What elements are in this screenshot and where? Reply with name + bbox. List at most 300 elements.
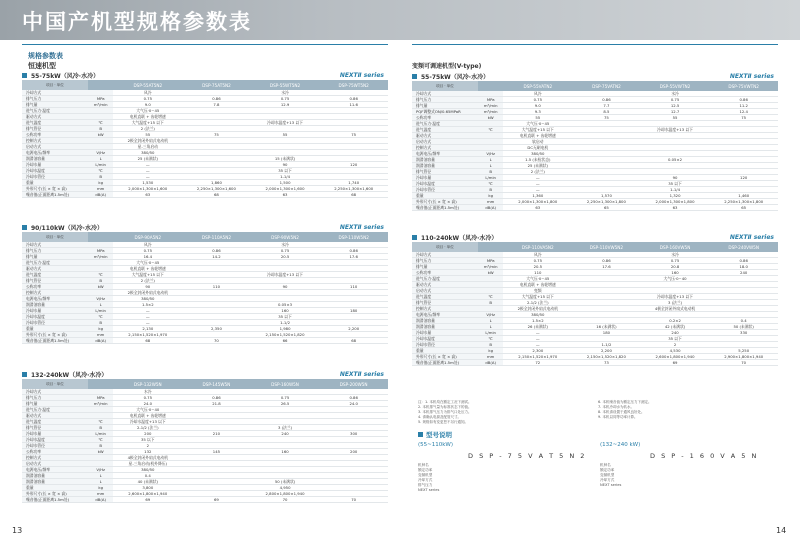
cell-value: 大气压·0~40 [641,276,710,282]
row-label: 冷却水量 [22,431,88,437]
legend-item: 变频机型 [418,473,433,477]
cell-value: — [113,320,182,326]
row-unit: B [88,320,114,326]
cell-value: 0.86 [709,97,778,103]
notes [418,400,778,425]
block-title: 110-240kW（风冷·水冷） [421,234,498,242]
cell-value: 2,000×1,300×1,800 [503,199,572,205]
row-label: 进气压力·温度 [22,260,88,266]
cell-value: 75 [319,132,388,138]
bullet-icon [22,225,27,230]
cell-value: 4极全封闭外扇式电动机 [113,455,182,461]
row-label: 润滑油容量 [412,163,478,169]
cell-value: 16 (未满状) [572,324,641,330]
row-unit: dB(A) [88,497,114,503]
page-number-left: 13 [12,526,23,535]
row-unit: kW [88,132,114,138]
legend-item: 排气压力 [418,483,433,487]
cell-value: 0.05×2 [641,157,710,163]
row-label: 排气管径 [22,425,88,431]
row-label: 冷却水温度 [412,181,478,187]
cell-value: 2,130 [113,326,182,332]
row-unit: L [88,302,114,308]
header-model: DSP-240VW5N [709,242,778,252]
bullet-icon [22,73,27,78]
cell-value: 0.75 [503,258,572,264]
note-line: 5. 规格如有变更恕不另行通知。 [418,420,468,424]
row-label: 排气量 [22,401,88,407]
cell-value: 1,500 [251,180,320,186]
cell-value: 0.86 [182,96,251,102]
cell-value: 软启动 [503,139,572,145]
cell-value: 变频 [503,288,572,294]
notes-col-2 [598,400,778,425]
row-label: 润滑油容量 [22,479,88,485]
cell-value: 2,350 [182,326,251,332]
row-label: 控制方式 [22,455,88,461]
row-unit: dB(A) [478,205,504,211]
row-label: 冷却水量 [22,162,88,168]
cell-value: 15 (未满状) [251,156,320,162]
cell-value: 12.7 [641,109,710,115]
table-row [412,205,778,211]
cell-value: 21.8 [182,401,251,407]
cell-value: 冷却水温度+13 以下 [641,127,710,133]
cell-value: 0.86 [709,258,778,264]
cell-value: 9.3 [503,109,572,115]
row-unit: B [88,126,114,132]
cell-value: 电机直联 + 齿轮增速 [113,413,182,419]
row-label: 排气压力 [22,395,88,401]
block-title: 55-75kW（风冷·水冷） [31,72,100,80]
row-unit: m³/min [88,401,114,407]
cell-value: 69 [641,360,710,366]
row-label: 重量 [412,348,478,354]
cell-value: 星-三角启动(机外降压) [113,461,182,467]
cell-value: 2 [113,443,182,449]
row-label: 冷却方式 [22,242,88,248]
cell-value: 大气压·0~45 [503,121,572,127]
row-label: 冷却水温度 [22,168,88,174]
model-code-right: D S P - 1 6 0 V A 5 N [650,452,759,460]
spec-table [22,232,388,344]
cell-value: 70 [182,338,251,344]
cell-value: 2 (法兰) [503,169,572,175]
header-model [478,81,504,91]
row-label: 排气量 [412,103,478,109]
cell-value: 0.4 [113,473,182,479]
cell-value: 160 [251,308,320,314]
cell-value: 63 [641,205,710,211]
header-model: DSP-132W5N [113,379,182,389]
cell-value: 0.2×2 [641,318,710,324]
cell-value: 2极全封闭外扇式电动机 [113,138,182,144]
cell-value: 0.4 [709,318,778,324]
note-line: 注：1. 本机均在额定工况下测试。 [418,400,472,404]
cell-value: 2,600×1,800×1,940 [113,491,182,497]
row-label: 驱动方式 [22,266,88,272]
cell-value: 0.86 [319,248,388,254]
cell-value: 40 (未满状) [113,479,182,485]
header-model: DSP-55VWTN2 [641,81,710,91]
cell-value: 7.8 [182,102,251,108]
cell-value: 大气温度+15 以下 [113,272,182,278]
row-label: 启动方式 [412,288,478,294]
cell-value: 42 (未满状) [641,324,710,330]
row-label: 电源电压/频率 [22,467,88,473]
row-unit: ℃ [88,168,114,174]
cell-value: 180 [572,330,641,336]
cell-value: 63 [113,192,182,198]
row-label: 排气管径 [412,300,478,306]
cell-value: 2 [641,342,710,348]
row-unit: B [88,278,114,284]
cell-value: — [503,336,572,342]
next-series-logo: NEXTⅡ series [339,71,384,79]
cell-value: 0.75 [251,395,320,401]
row-unit: V/Hz [478,312,504,318]
row-label: 排气管径 [22,278,88,284]
block-header [22,369,388,379]
row-label: 重量 [22,180,88,186]
row-label: 排气量 [412,264,478,270]
row-unit: ℃ [88,120,114,126]
cell-value: 2,200 [319,326,388,332]
row-label: 外形尺寸(长 × 宽 × 高) [412,199,478,205]
cell-value: 1-1/4 [641,187,710,193]
row-unit: ℃ [478,127,504,133]
block-title: 55-75kW（风冷·水冷） [421,73,490,81]
cell-value: 68 [182,192,251,198]
row-unit: mm [88,186,114,192]
header-model: DSP-75WT5N2 [319,80,388,90]
row-unit: mm [478,199,504,205]
cell-value: 68 [319,338,388,344]
cell-value: 110 [503,270,572,276]
row-unit: L/min [478,175,504,181]
cell-value: 0.05×3 [251,302,320,308]
row-unit: kg [478,193,504,199]
cell-value: 145 [182,449,251,455]
bullet-icon [418,432,423,437]
cell-value: 风冷 [503,252,572,258]
cell-value: 14.2 [182,254,251,260]
row-unit: ℃ [478,294,504,300]
right-rule [412,44,778,45]
model-range-right: (132~240 kW) [600,442,641,448]
cell-value: 68 [113,338,182,344]
header-item: 项目 · 单位 [22,379,88,389]
cell-value: 0.75 [641,258,710,264]
cell-value: 75 [709,115,778,121]
cell-value: 66 [251,338,320,344]
header-model [88,80,114,90]
cell-value: 大气温度+15 以下 [503,127,572,133]
legend-item: NEXT series [418,488,440,492]
cell-value: 2,250×1,300×1,800 [709,199,778,205]
cell-value: 大气压·0~40 [113,407,182,413]
model-box-left [418,442,588,493]
cell-value: 70 [251,497,320,503]
row-label: 重量 [412,193,478,199]
cell-value: 0.75 [641,97,710,103]
left-rule [22,44,388,45]
row-unit: L [478,324,504,330]
header-model [478,242,504,252]
cell-value: 2,250×1,300×1,800 [572,199,641,205]
model-section-title: 型号说明 [418,430,452,439]
cell-value: 0.75 [113,248,182,254]
bullet-icon [412,235,417,240]
row-unit: L [478,157,504,163]
cell-value: 水冷 [113,389,182,395]
cell-value: 240 [709,270,778,276]
row-label: 润滑油容量 [412,157,478,163]
row-label: 排气压力 [22,248,88,254]
row-unit: V/Hz [88,296,114,302]
cell-value: 3 (法兰) [641,300,710,306]
row-label: 启动方式 [22,144,88,150]
cell-value: 380/50 [503,312,572,318]
spec-table [412,81,778,211]
cell-value: 11.2 [709,103,778,109]
cell-value: 0.86 [572,258,641,264]
page-number-right: 14 [776,526,787,535]
header-model: DSP-55WT5N2 [251,80,320,90]
note-line: 2. 本机排气量为标准状态下的值。 [418,405,472,409]
cell-value: 380/50 [503,151,572,157]
bullet-icon [22,372,27,377]
row-label: 冷却水管径 [412,187,478,193]
cell-value: 2,000×1,300×1,600 [251,186,320,192]
cell-value: 24.0 [113,401,182,407]
row-label: 冷却方式 [412,252,478,258]
block-title: 132-240kW（风冷·水冷） [31,371,108,379]
cell-value: 冷却水温度+13 以下 [251,120,320,126]
row-unit: B [478,169,504,175]
row-label: 重量 [22,326,88,332]
legend-item: 冷却方式 [600,478,615,482]
cell-value: 4,950 [251,485,320,491]
model-code-left: D S P - 7 5 V A T 5 N 2 [468,452,587,460]
cell-value: 12.5 [641,103,710,109]
row-unit: B [478,187,504,193]
cell-value: 75 [182,132,251,138]
row-label: 驱动方式 [22,114,88,120]
cell-value: — [113,308,182,314]
row-label: 润滑油容量 [22,473,88,479]
row-label: 冷却水温度 [412,336,478,342]
cell-value: 2,250×1,300×1,600 [182,186,251,192]
spec-table [412,242,778,366]
cell-value: 大气压·0~45 [503,276,572,282]
spec-table [22,379,388,503]
spec-block-v-110-240 [412,232,778,366]
header-model: DSP-75AT5N2 [182,80,251,90]
row-label: 噪音值(正面距离1.5m处) [412,205,478,211]
row-unit: ℃ [88,419,114,425]
note-line: 7. 本机冷却水为软水。 [598,405,634,409]
block-title: 90/110kW（风冷·水冷） [31,224,103,232]
header-model: DSP-160W5N [251,379,320,389]
row-label: 进气温度 [22,120,88,126]
header-model: DSP-90A5N2 [113,232,182,242]
cell-value: 2,900×1,800×1,940 [709,354,778,360]
spec-block-90-110 [22,222,388,344]
model-range-left: (55~110kW) [418,442,454,448]
cell-value: 大气压·0~45 [113,260,182,266]
cell-value: 1,570 [572,193,641,199]
cell-value: 2极全封闭外扇式电动机 [113,290,182,296]
cell-value: 70 [319,497,388,503]
row-label: 进气温度 [412,294,478,300]
header-item: 项目 · 单位 [22,80,88,90]
cell-value: 65 [709,205,778,211]
page-title: 中国产机型规格参数表 [22,10,252,34]
cell-value: 35 以下 [251,314,320,320]
cell-value: 24.0 [319,401,388,407]
next-series-logo: NEXTⅡ series [339,370,384,378]
note-line: 6. 本机噪音值为额定压力下测定。 [598,400,652,404]
row-label: 排气管径 [412,169,478,175]
model-legend-right [600,463,770,488]
cell-value: 75 [572,115,641,121]
cell-value: — [503,181,572,187]
block-prefix: 变频可调速机型(V-type) [412,62,482,70]
table-row [22,192,388,198]
row-unit: kW [478,270,504,276]
cell-value: 17.6 [572,264,641,270]
cell-value: 0.86 [319,96,388,102]
cell-value: 0.75 [113,96,182,102]
row-label: 噪音值(正面距离1.5m处) [22,338,88,344]
cell-value: 132 [113,449,182,455]
cell-value: 35 以下 [641,181,710,187]
note-line: 4. 请确认电源及配管尺寸。 [418,415,461,419]
cell-value: 风冷 [503,91,572,97]
row-label: 冷却水温度 [22,437,88,443]
row-label: 公称功率 [22,449,88,455]
row-label: PQF调整式ON/0.65MPaR [412,109,478,115]
cell-value: 2,600×1,800×1,940 [641,354,710,360]
cell-value: 电机直联 + 齿轮增速 [113,266,182,272]
block-header [22,222,388,232]
block-header [412,71,778,81]
cell-value: 0.86 [182,395,251,401]
cell-value: 35 以下 [113,437,182,443]
row-label: 排气压力 [22,96,88,102]
header-item: 项目 · 单位 [412,242,478,252]
row-unit: kg [478,348,504,354]
row-label: 驱动方式 [412,282,478,288]
cell-value: 55 [503,115,572,121]
row-unit: B [88,425,114,431]
row-unit: m³/min [88,254,114,260]
cell-value: 73 [572,360,641,366]
header-model: DSP-110VA5N2 [503,242,572,252]
next-series-logo: NEXTⅡ series [339,223,384,231]
cell-value: 26.5 [251,401,320,407]
row-unit: m³/min [478,109,504,115]
cell-value: 20.5 [503,264,572,270]
row-label: 进气压力·温度 [22,407,88,413]
next-series-logo: NEXTⅡ series [729,233,774,241]
row-unit: B [88,443,114,449]
row-unit: MPa [88,395,114,401]
cell-value: 68 [319,192,388,198]
cell-value: 69 [182,497,251,503]
cell-value: 12.9 [251,102,320,108]
cell-value: 160 [251,449,320,455]
row-label: 控制方式 [412,306,478,312]
cell-value: — [503,342,572,348]
row-label: 噪音值(正面距离1.5m处) [412,360,478,366]
cell-value: 180 [319,308,388,314]
row-unit: MPa [88,96,114,102]
cell-value: 18.0 [709,264,778,270]
cell-value: 69 [113,497,182,503]
cell-value: 55 [641,115,710,121]
row-unit: kg [88,326,114,332]
model-legend-left [418,463,588,493]
header-model: DSP-55VATN2 [503,81,572,91]
row-label: 冷却水管径 [22,443,88,449]
cell-value: 20.5 [251,254,320,260]
cell-value: — [113,314,182,320]
row-unit: kW [88,449,114,455]
cell-value: 11.6 [319,102,388,108]
row-label: 启动方式 [22,461,88,467]
row-label: 排气量 [22,102,88,108]
cell-value: 2极全封闭外扇式电动机 [503,306,572,312]
cell-value: 2,200 [572,348,641,354]
row-label: 排气管径 [22,126,88,132]
header-model [88,232,114,242]
row-unit: kg [88,180,114,186]
cell-value: 2 (法兰) [113,278,182,284]
header-model [88,379,114,389]
cell-value: 240 [251,431,320,437]
row-unit: dB(A) [88,192,114,198]
row-label: 冷却水管径 [22,320,88,326]
table-row [22,497,388,503]
header-item: 项目 · 单位 [22,232,88,242]
section-title: 规格参数表 [28,52,63,60]
row-label: 排气压力 [412,258,478,264]
cell-value: 120 [709,175,778,181]
cell-value: 20.8 [641,264,710,270]
cell-value: 0.75 [113,395,182,401]
table-row [412,360,778,366]
row-label: 进气温度 [22,419,88,425]
row-label: 进气压力·温度 [22,108,88,114]
row-label: 控制方式 [22,290,88,296]
row-label: 启动方式 [412,139,478,145]
cell-value: 110 [182,284,251,290]
cell-value: 3,800 [113,485,182,491]
row-label: 电源电压/频率 [412,151,478,157]
cell-value: 2,150×1,520×1,970 [503,354,572,360]
row-unit: MPa [478,97,504,103]
cell-value: 65 [572,205,641,211]
spec-block-132-240 [22,369,388,503]
row-label: 润滑油容量 [412,324,478,330]
row-unit: L/min [478,330,504,336]
notes-col-1 [418,400,598,425]
note-line: 3. 本机排气压力为排气口处压力。 [418,410,472,414]
cell-value: 380/50 [113,467,182,473]
row-label: 电源电压/频率 [22,150,88,156]
